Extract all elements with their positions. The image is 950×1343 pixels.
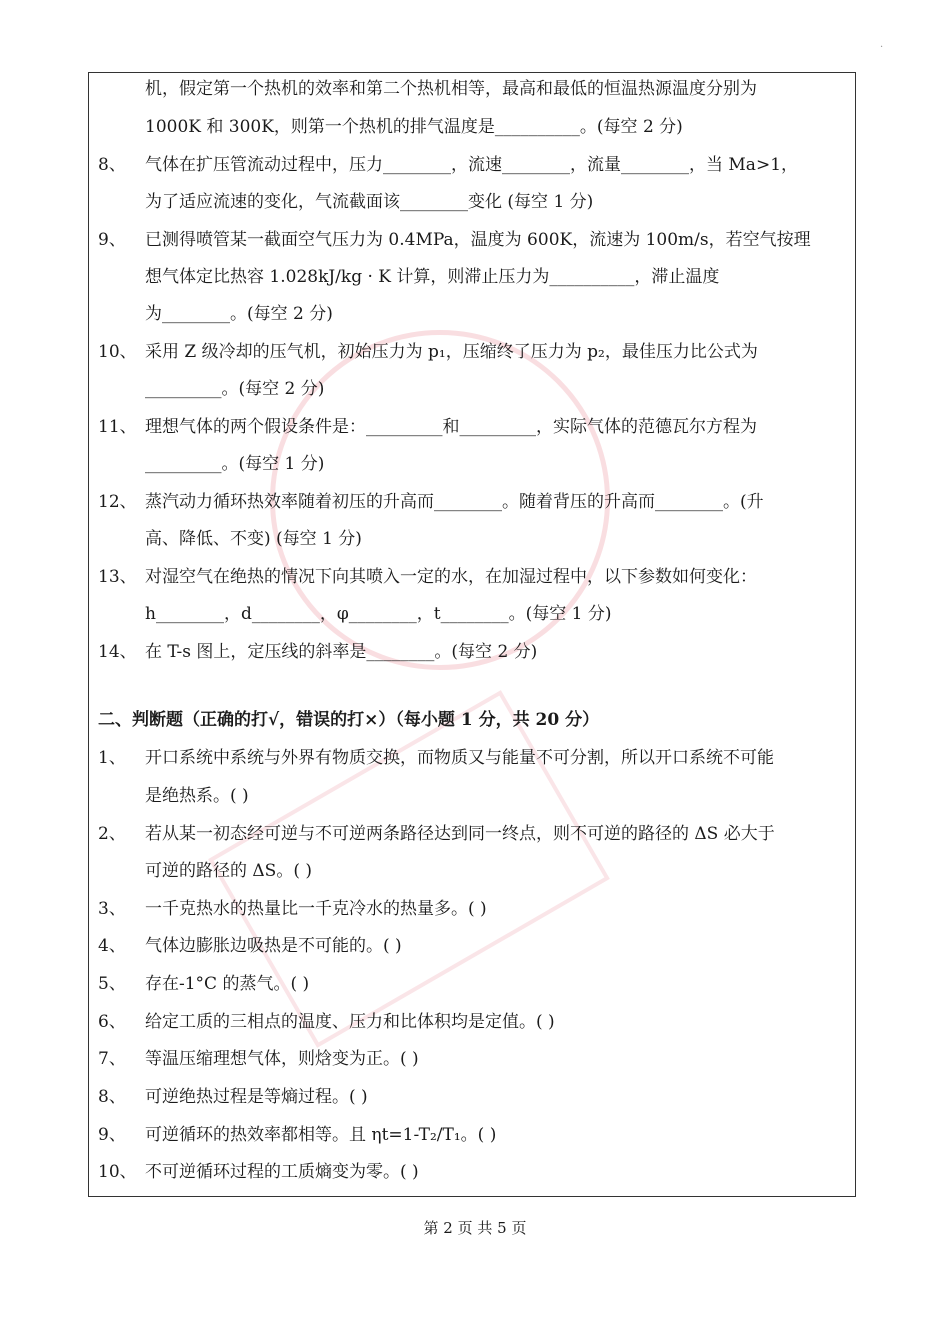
corner-mark: · — [880, 42, 884, 53]
question-number: 10、 — [98, 342, 137, 362]
question-number: 14、 — [98, 642, 137, 662]
question-number: 3、 — [98, 899, 126, 919]
question-text-line: 可逆绝热过程是等熵过程。( ) — [145, 1087, 368, 1107]
question-text-line: 采用 Z 级冷却的压气机，初始压力为 p₁，压缩终了压力为 p₂，最佳压力比公式为 — [145, 342, 758, 362]
question-text-line: _________。(每空 1 分) — [145, 454, 325, 474]
question-number: 5、 — [98, 974, 126, 994]
question-text-line: h________，d________，φ________，t________。(每空 1 分) — [145, 604, 612, 624]
question-text-line: 可逆循环的热效率都相等。且 ηt=1-T₂/T₁。( ) — [145, 1125, 497, 1145]
question-number: 8、 — [98, 1087, 126, 1107]
question-text-line: 蒸汽动力循环热效率随着初压的升高而________。随着背压的升高而________。(升 — [145, 492, 764, 512]
question-number: 4、 — [98, 936, 126, 956]
question-text-line: 等温压缩理想气体，则焓变为正。( ) — [145, 1049, 419, 1069]
question-text-line: _________。(每空 2 分) — [145, 379, 325, 399]
question-text-line: 是绝热系。( ) — [145, 786, 249, 806]
question-text-line: 已测得喷管某一截面空气压力为 0.4MPa，温度为 600K，流速为 100m/s，若空气按理 — [145, 230, 811, 250]
question-number: 2、 — [98, 824, 126, 844]
page-footer: 第 2 页 共 5 页 — [423, 1219, 527, 1237]
question-text-line: 机，假定第一个热机的效率和第二个热机相等，最高和最低的恒温热源温度分别为 — [145, 79, 757, 99]
question-text-line: 高、降低、不变) (每空 1 分) — [145, 529, 362, 549]
question-text-line: 给定工质的三相点的温度、压力和比体积均是定值。( ) — [145, 1012, 555, 1032]
question-text-line: 对湿空气在绝热的情况下向其喷入一定的水，在加湿过程中，以下参数如何变化： — [145, 567, 757, 587]
question-text-line: 气体边膨胀边吸热是不可能的。( ) — [145, 936, 402, 956]
question-number: 11、 — [98, 417, 137, 437]
question-text-line: 为了适应流速的变化，气流截面该________变化 (每空 1 分) — [145, 192, 594, 212]
question-number: 13、 — [98, 567, 137, 587]
question-number: 1、 — [98, 748, 126, 768]
section-title-judgement: 二、判断题（正确的打√，错误的打×）（每小题 1 分，共 20 分） — [98, 710, 600, 730]
question-text-line: 开口系统中系统与外界有物质交换，而物质又与能量不可分割，所以开口系统不可能 — [145, 748, 774, 768]
question-text-line: 若从某一初态经可逆与不可逆两条路径达到同一终点，则不可逆的路径的 ΔS 必大于 — [145, 824, 775, 844]
question-number: 9、 — [98, 230, 126, 250]
question-text-line: 不可逆循环过程的工质熵变为零。( ) — [145, 1162, 419, 1182]
question-text-line: 理想气体的两个假设条件是：_________和_________，实际气体的范德瓦尔方程为 — [145, 417, 757, 437]
question-text-line: 1000K 和 300K，则第一个热机的排气温度是__________。(每空 2 分) — [145, 117, 683, 137]
question-number: 6、 — [98, 1012, 126, 1032]
question-text-line: 想气体定比热容 1.028kJ/kg · K 计算，则滞止压力为__________，滞止温度 — [145, 267, 720, 287]
question-number: 9、 — [98, 1125, 126, 1145]
question-text-line: 在 T-s 图上，定压线的斜率是________。(每空 2 分) — [145, 642, 538, 662]
question-number: 12、 — [98, 492, 137, 512]
question-number: 7、 — [98, 1049, 126, 1069]
question-number: 10、 — [98, 1162, 137, 1182]
question-text-line: 一千克热水的热量比一千克冷水的热量多。( ) — [145, 899, 487, 919]
question-text-line: 存在-1°C 的蒸气。( ) — [145, 974, 310, 994]
question-text-line: 为________。(每空 2 分) — [145, 304, 333, 324]
question-text-line: 气体在扩压管流动过程中，压力________，流速________，流量________，当 Ma>1， — [145, 155, 799, 175]
question-number: 8、 — [98, 155, 126, 175]
question-text-line: 可逆的路径的 ΔS。( ) — [145, 861, 312, 881]
